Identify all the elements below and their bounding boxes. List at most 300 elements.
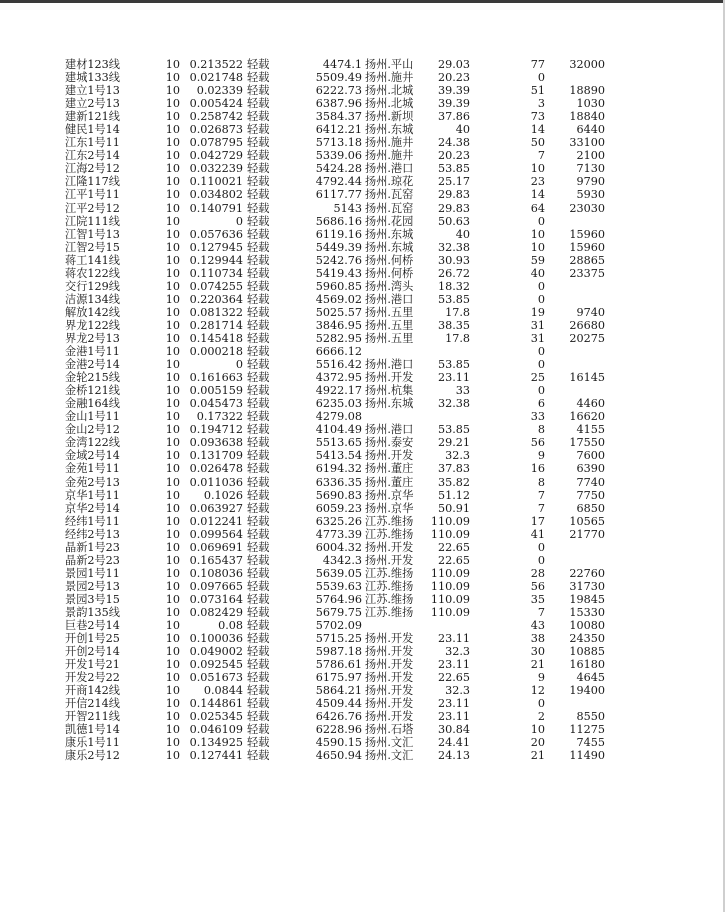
cell-percent[interactable]: 110.09 xyxy=(430,514,470,528)
cell-voltage[interactable]: 10 xyxy=(165,462,180,476)
cell-capacity[interactable]: 19400 xyxy=(569,684,605,698)
cell-location[interactable]: 扬州.施井 xyxy=(365,71,414,85)
cell-name[interactable]: 江东2号14 xyxy=(65,149,120,163)
cell-capacity[interactable]: 4460 xyxy=(576,397,605,411)
cell-value[interactable]: 5413.54 xyxy=(315,449,362,463)
cell-ratio[interactable]: 0.145418 xyxy=(189,331,243,345)
cell-name[interactable]: 开商142线 xyxy=(65,684,120,698)
cell-capacity[interactable]: 7455 xyxy=(576,736,605,750)
cell-location[interactable]: 扬州.五里 xyxy=(365,305,414,319)
cell-value[interactable]: 5339.06 xyxy=(315,149,362,163)
cell-count[interactable]: 56 xyxy=(530,579,545,593)
cell-name[interactable]: 建立1号13 xyxy=(65,84,120,98)
cell-name[interactable]: 京华2号14 xyxy=(65,501,120,515)
cell-percent[interactable]: 110.09 xyxy=(430,605,470,619)
cell-ratio[interactable]: 0.063927 xyxy=(189,501,243,515)
cell-voltage[interactable]: 10 xyxy=(165,579,180,593)
cell-load-type[interactable]: 轻载 xyxy=(247,592,270,606)
cell-capacity[interactable]: 21770 xyxy=(569,527,605,541)
cell-percent[interactable]: 32.38 xyxy=(437,240,470,254)
cell-location[interactable]: 扬州.东城 xyxy=(365,240,414,254)
cell-percent[interactable]: 40 xyxy=(455,123,470,137)
cell-location[interactable]: 扬州.杭集 xyxy=(365,384,414,398)
cell-voltage[interactable]: 10 xyxy=(165,240,180,254)
cell-ratio[interactable]: 0.051673 xyxy=(189,671,243,685)
cell-voltage[interactable]: 10 xyxy=(165,292,180,306)
cell-name[interactable]: 江平1号11 xyxy=(65,188,120,202)
cell-value[interactable]: 5513.65 xyxy=(315,436,362,450)
cell-percent[interactable]: 37.83 xyxy=(437,462,470,476)
cell-load-type[interactable]: 轻载 xyxy=(247,462,270,476)
cell-percent[interactable]: 39.39 xyxy=(437,97,470,111)
cell-load-type[interactable]: 轻载 xyxy=(247,501,270,515)
cell-capacity[interactable]: 7600 xyxy=(576,449,605,463)
cell-location[interactable]: 扬州.开发 xyxy=(365,710,414,724)
cell-count[interactable]: 0 xyxy=(537,553,545,567)
cell-count[interactable]: 0 xyxy=(537,292,545,306)
cell-value[interactable]: 6325.26 xyxy=(315,514,362,528)
cell-ratio[interactable]: 0.081322 xyxy=(189,305,243,319)
cell-count[interactable]: 0 xyxy=(537,345,545,359)
cell-percent[interactable]: 29.03 xyxy=(437,58,470,71)
cell-name[interactable]: 交行129线 xyxy=(65,279,120,293)
cell-name[interactable]: 经纬1号11 xyxy=(65,514,120,528)
cell-count[interactable]: 0 xyxy=(537,71,545,85)
cell-load-type[interactable]: 轻载 xyxy=(247,279,270,293)
cell-name[interactable]: 晶新1号23 xyxy=(65,540,120,554)
cell-count[interactable]: 10 xyxy=(530,227,545,241)
cell-ratio[interactable]: 0.026478 xyxy=(189,462,243,476)
cell-ratio[interactable]: 0.129944 xyxy=(189,253,243,267)
cell-ratio[interactable]: 0.144861 xyxy=(189,697,243,711)
cell-percent[interactable]: 23.11 xyxy=(437,371,470,385)
cell-load-type[interactable]: 轻载 xyxy=(247,292,270,306)
cell-ratio[interactable]: 0.093638 xyxy=(189,436,243,450)
cell-voltage[interactable]: 10 xyxy=(165,553,180,567)
cell-value[interactable]: 6336.35 xyxy=(315,475,362,489)
cell-load-type[interactable]: 轻载 xyxy=(247,384,270,398)
cell-load-type[interactable]: 轻载 xyxy=(247,579,270,593)
cell-location[interactable]: 扬州.开发 xyxy=(365,645,414,659)
cell-value[interactable]: 5449.39 xyxy=(315,240,362,254)
cell-voltage[interactable]: 10 xyxy=(165,331,180,345)
cell-location[interactable]: 扬州.港口 xyxy=(365,423,414,437)
cell-ratio[interactable]: 0.108036 xyxy=(189,566,243,580)
cell-voltage[interactable]: 10 xyxy=(165,697,180,711)
cell-count[interactable]: 8 xyxy=(537,475,545,489)
cell-count[interactable]: 38 xyxy=(530,632,545,646)
cell-name[interactable]: 江东1号11 xyxy=(65,136,120,150)
cell-count[interactable]: 9 xyxy=(537,449,545,463)
cell-name[interactable]: 建城133线 xyxy=(65,71,120,85)
cell-percent[interactable]: 17.8 xyxy=(445,331,470,345)
cell-name[interactable]: 开智211线 xyxy=(65,710,120,724)
cell-name[interactable]: 建新121线 xyxy=(65,110,120,124)
cell-value[interactable]: 5282.95 xyxy=(315,331,362,345)
cell-capacity[interactable]: 15330 xyxy=(569,605,605,619)
cell-location[interactable]: 江苏.维扬 xyxy=(365,527,414,541)
cell-location[interactable]: 扬州.开发 xyxy=(365,553,414,567)
cell-location[interactable]: 扬州.港口 xyxy=(365,358,414,372)
cell-count[interactable]: 25 xyxy=(530,371,545,385)
cell-load-type[interactable]: 轻载 xyxy=(247,58,270,71)
cell-count[interactable]: 14 xyxy=(530,188,545,202)
cell-voltage[interactable]: 10 xyxy=(165,410,180,424)
cell-location[interactable]: 扬州.瓦窑 xyxy=(365,188,414,202)
cell-voltage[interactable]: 10 xyxy=(165,501,180,515)
cell-percent[interactable]: 110.09 xyxy=(430,566,470,580)
cell-name[interactable]: 金苑2号13 xyxy=(65,475,120,489)
cell-percent[interactable]: 51.12 xyxy=(437,488,470,502)
cell-location[interactable]: 扬州.何桥 xyxy=(365,266,414,280)
cell-capacity[interactable]: 31730 xyxy=(569,579,605,593)
cell-percent[interactable]: 23.11 xyxy=(437,632,470,646)
cell-load-type[interactable]: 轻载 xyxy=(247,71,270,85)
cell-voltage[interactable]: 10 xyxy=(165,605,180,619)
cell-ratio[interactable]: 0.165437 xyxy=(189,553,243,567)
cell-value[interactable]: 6194.32 xyxy=(315,462,362,476)
cell-percent[interactable]: 23.11 xyxy=(437,658,470,672)
cell-capacity[interactable]: 15960 xyxy=(569,240,605,254)
cell-name[interactable]: 建立2号13 xyxy=(65,97,120,111)
cell-voltage[interactable]: 10 xyxy=(165,723,180,737)
cell-location[interactable]: 扬州.董庄 xyxy=(365,462,414,476)
cell-count[interactable]: 0 xyxy=(537,384,545,398)
cell-percent[interactable]: 50.63 xyxy=(437,214,470,228)
cell-load-type[interactable]: 轻载 xyxy=(247,397,270,411)
cell-ratio[interactable]: 0.034802 xyxy=(189,188,243,202)
cell-value[interactable]: 5143 xyxy=(333,201,362,215)
cell-voltage[interactable]: 10 xyxy=(165,136,180,150)
cell-value[interactable]: 5424.28 xyxy=(315,162,362,176)
cell-ratio[interactable]: 0.078795 xyxy=(189,136,243,150)
cell-location[interactable]: 扬州.平山 xyxy=(365,58,414,71)
cell-name[interactable]: 京华1号11 xyxy=(65,488,120,502)
cell-ratio[interactable]: 0.012241 xyxy=(189,514,243,528)
cell-location[interactable]: 扬州.五里 xyxy=(365,331,414,345)
cell-percent[interactable]: 53.85 xyxy=(437,358,470,372)
cell-ratio[interactable]: 0.110021 xyxy=(189,175,243,189)
cell-location[interactable]: 扬州.开发 xyxy=(365,371,414,385)
cell-location[interactable]: 扬州.施井 xyxy=(365,136,414,150)
cell-capacity[interactable]: 4645 xyxy=(576,671,605,685)
cell-ratio[interactable]: 0.092545 xyxy=(189,658,243,672)
cell-ratio[interactable]: 0.127945 xyxy=(189,240,243,254)
cell-capacity[interactable]: 6390 xyxy=(576,462,605,476)
cell-percent[interactable]: 22.65 xyxy=(437,553,470,567)
cell-capacity[interactable]: 23030 xyxy=(569,201,605,215)
cell-count[interactable]: 6 xyxy=(537,397,545,411)
cell-capacity[interactable]: 18840 xyxy=(569,110,605,124)
cell-name[interactable]: 金融164线 xyxy=(65,397,120,411)
cell-ratio[interactable]: 0.005424 xyxy=(189,97,243,111)
cell-percent[interactable]: 38.35 xyxy=(437,318,470,332)
cell-percent[interactable]: 32.3 xyxy=(445,645,470,659)
cell-capacity[interactable]: 23375 xyxy=(569,266,605,280)
cell-voltage[interactable]: 10 xyxy=(165,305,180,319)
cell-voltage[interactable]: 10 xyxy=(165,58,180,71)
cell-value[interactable]: 6117.77 xyxy=(315,188,362,202)
cell-location[interactable]: 扬州.北城 xyxy=(365,84,414,98)
cell-load-type[interactable]: 轻载 xyxy=(247,227,270,241)
cell-load-type[interactable]: 轻载 xyxy=(247,266,270,280)
cell-value[interactable]: 6426.76 xyxy=(315,710,362,724)
cell-voltage[interactable]: 10 xyxy=(165,71,180,85)
cell-voltage[interactable]: 10 xyxy=(165,175,180,189)
cell-name[interactable]: 金轮215线 xyxy=(65,371,120,385)
cell-location[interactable]: 扬州.琼花 xyxy=(365,175,414,189)
cell-load-type[interactable]: 轻载 xyxy=(247,671,270,685)
cell-ratio[interactable]: 0 xyxy=(235,358,243,372)
cell-count[interactable]: 20 xyxy=(530,736,545,750)
cell-value[interactable]: 5686.16 xyxy=(315,214,362,228)
cell-value[interactable]: 6119.16 xyxy=(315,227,362,241)
cell-voltage[interactable]: 10 xyxy=(165,97,180,111)
cell-count[interactable]: 41 xyxy=(530,527,545,541)
cell-voltage[interactable]: 10 xyxy=(165,566,180,580)
cell-voltage[interactable]: 10 xyxy=(165,514,180,528)
cell-percent[interactable]: 33 xyxy=(455,384,470,398)
cell-ratio[interactable]: 0.073164 xyxy=(189,592,243,606)
cell-percent[interactable]: 29.83 xyxy=(437,188,470,202)
cell-percent[interactable]: 18.32 xyxy=(437,279,470,293)
cell-value[interactable]: 5679.75 xyxy=(315,605,362,619)
cell-location[interactable]: 扬州.东城 xyxy=(365,227,414,241)
cell-name[interactable]: 开信214线 xyxy=(65,697,120,711)
cell-voltage[interactable]: 10 xyxy=(165,645,180,659)
cell-load-type[interactable]: 轻载 xyxy=(247,214,270,228)
cell-percent[interactable]: 50.91 xyxy=(437,501,470,515)
cell-ratio[interactable]: 0.074255 xyxy=(189,279,243,293)
cell-load-type[interactable]: 轻载 xyxy=(247,658,270,672)
cell-load-type[interactable]: 轻载 xyxy=(247,188,270,202)
cell-ratio[interactable]: 0.08 xyxy=(218,619,243,633)
cell-value[interactable]: 5419.43 xyxy=(315,266,362,280)
cell-location[interactable]: 扬州.开发 xyxy=(365,540,414,554)
cell-location[interactable]: 扬州.泰安 xyxy=(365,436,414,450)
cell-name[interactable]: 金港2号14 xyxy=(65,358,120,372)
cell-capacity[interactable]: 28865 xyxy=(569,253,605,267)
cell-ratio[interactable]: 0.097665 xyxy=(189,579,243,593)
cell-value[interactable]: 5713.18 xyxy=(315,136,362,150)
cell-name[interactable]: 江隆117线 xyxy=(65,175,120,189)
cell-value[interactable]: 4792.44 xyxy=(315,175,362,189)
cell-ratio[interactable]: 0 xyxy=(235,214,243,228)
cell-location[interactable]: 扬州.东城 xyxy=(365,123,414,137)
cell-ratio[interactable]: 0.082429 xyxy=(189,605,243,619)
cell-voltage[interactable]: 10 xyxy=(165,227,180,241)
cell-name[interactable]: 金港1号11 xyxy=(65,345,120,359)
cell-load-type[interactable]: 轻载 xyxy=(247,619,270,633)
cell-capacity[interactable]: 10080 xyxy=(569,619,605,633)
cell-voltage[interactable]: 10 xyxy=(165,449,180,463)
cell-percent[interactable]: 26.72 xyxy=(437,266,470,280)
cell-name[interactable]: 江平2号12 xyxy=(65,201,120,215)
cell-count[interactable]: 17 xyxy=(530,514,545,528)
cell-ratio[interactable]: 0.281714 xyxy=(189,318,243,332)
cell-count[interactable]: 73 xyxy=(530,110,545,124)
cell-value[interactable]: 6228.96 xyxy=(315,723,362,737)
cell-voltage[interactable]: 10 xyxy=(165,266,180,280)
cell-ratio[interactable]: 0.032239 xyxy=(189,162,243,176)
cell-load-type[interactable]: 轻载 xyxy=(247,123,270,137)
cell-voltage[interactable]: 10 xyxy=(165,149,180,163)
cell-load-type[interactable]: 轻载 xyxy=(247,253,270,267)
cell-capacity[interactable]: 18890 xyxy=(569,84,605,98)
cell-capacity[interactable]: 16180 xyxy=(569,658,605,672)
cell-count[interactable]: 2 xyxy=(537,710,545,724)
cell-name[interactable]: 康乐1号11 xyxy=(65,736,120,750)
cell-capacity[interactable]: 7740 xyxy=(576,475,605,489)
cell-ratio[interactable]: 0.17322 xyxy=(196,410,243,424)
cell-name[interactable]: 经纬2号13 xyxy=(65,527,120,541)
cell-value[interactable]: 4922.17 xyxy=(315,384,362,398)
cell-load-type[interactable]: 轻载 xyxy=(247,423,270,437)
cell-value[interactable]: 5509.49 xyxy=(315,71,362,85)
cell-value[interactable]: 4372.95 xyxy=(315,371,362,385)
cell-percent[interactable]: 37.86 xyxy=(437,110,470,124)
cell-ratio[interactable]: 0.000218 xyxy=(189,345,243,359)
cell-name[interactable]: 康乐2号12 xyxy=(65,749,120,763)
cell-percent[interactable]: 30.84 xyxy=(437,723,470,737)
cell-voltage[interactable]: 10 xyxy=(165,658,180,672)
cell-value[interactable]: 5702.09 xyxy=(315,619,362,633)
cell-ratio[interactable]: 0.069691 xyxy=(189,540,243,554)
cell-ratio[interactable]: 0.025345 xyxy=(189,710,243,724)
cell-count[interactable]: 28 xyxy=(530,566,545,580)
cell-load-type[interactable]: 轻载 xyxy=(247,488,270,502)
cell-location[interactable]: 扬州.何桥 xyxy=(365,253,414,267)
cell-load-type[interactable]: 轻载 xyxy=(247,645,270,659)
cell-load-type[interactable]: 轻载 xyxy=(247,749,270,763)
cell-name[interactable]: 建材123线 xyxy=(65,58,120,71)
cell-value[interactable]: 5864.21 xyxy=(315,684,362,698)
cell-voltage[interactable]: 10 xyxy=(165,527,180,541)
cell-load-type[interactable]: 轻载 xyxy=(247,175,270,189)
cell-voltage[interactable]: 10 xyxy=(165,736,180,750)
cell-voltage[interactable]: 10 xyxy=(165,475,180,489)
cell-percent[interactable]: 24.38 xyxy=(437,136,470,150)
cell-location[interactable]: 扬州.港口 xyxy=(365,292,414,306)
cell-location[interactable]: 扬州.开发 xyxy=(365,449,414,463)
cell-voltage[interactable]: 10 xyxy=(165,358,180,372)
cell-count[interactable]: 0 xyxy=(537,214,545,228)
cell-count[interactable]: 10 xyxy=(530,723,545,737)
cell-voltage[interactable]: 10 xyxy=(165,749,180,763)
cell-value[interactable]: 4773.39 xyxy=(315,527,362,541)
cell-ratio[interactable]: 0.045473 xyxy=(189,397,243,411)
cell-percent[interactable]: 17.8 xyxy=(445,305,470,319)
cell-ratio[interactable]: 0.011036 xyxy=(189,475,243,489)
cell-name[interactable]: 蒋工141线 xyxy=(65,253,120,267)
cell-load-type[interactable]: 轻载 xyxy=(247,605,270,619)
cell-percent[interactable]: 53.85 xyxy=(437,162,470,176)
cell-value[interactable]: 3584.37 xyxy=(315,110,362,124)
cell-percent[interactable]: 53.85 xyxy=(437,423,470,437)
cell-count[interactable]: 35 xyxy=(530,592,545,606)
cell-location[interactable]: 扬州.开发 xyxy=(365,632,414,646)
cell-percent[interactable]: 110.09 xyxy=(430,527,470,541)
cell-name[interactable]: 界龙2号13 xyxy=(65,331,120,345)
cell-ratio[interactable]: 0.02339 xyxy=(196,84,243,98)
cell-load-type[interactable]: 轻载 xyxy=(247,527,270,541)
cell-voltage[interactable]: 10 xyxy=(165,110,180,124)
cell-load-type[interactable]: 轻载 xyxy=(247,553,270,567)
cell-load-type[interactable]: 轻载 xyxy=(247,632,270,646)
cell-ratio[interactable]: 0.258742 xyxy=(189,110,243,124)
cell-percent[interactable]: 20.23 xyxy=(437,71,470,85)
cell-value[interactable]: 4650.94 xyxy=(315,749,362,763)
cell-location[interactable]: 扬州.京华 xyxy=(365,488,414,502)
cell-value[interactable]: 5960.85 xyxy=(315,279,362,293)
cell-count[interactable]: 77 xyxy=(530,58,545,71)
cell-load-type[interactable]: 轻载 xyxy=(247,697,270,711)
cell-load-type[interactable]: 轻载 xyxy=(247,149,270,163)
cell-name[interactable]: 江智1号13 xyxy=(65,227,120,241)
cell-name[interactable]: 金山1号11 xyxy=(65,410,120,424)
cell-name[interactable]: 江院111线 xyxy=(65,214,120,228)
cell-count[interactable]: 21 xyxy=(530,749,545,763)
cell-voltage[interactable]: 10 xyxy=(165,188,180,202)
cell-voltage[interactable]: 10 xyxy=(165,540,180,554)
cell-voltage[interactable]: 10 xyxy=(165,684,180,698)
cell-name[interactable]: 江海2号12 xyxy=(65,162,120,176)
cell-location[interactable]: 扬州.开发 xyxy=(365,658,414,672)
cell-name[interactable]: 健民1号14 xyxy=(65,123,120,137)
cell-load-type[interactable]: 轻载 xyxy=(247,410,270,424)
cell-capacity[interactable]: 9740 xyxy=(576,305,605,319)
cell-location[interactable]: 扬州.北城 xyxy=(365,97,414,111)
cell-percent[interactable]: 22.65 xyxy=(437,540,470,554)
cell-load-type[interactable]: 轻载 xyxy=(247,318,270,332)
cell-ratio[interactable]: 0.042729 xyxy=(189,149,243,163)
cell-load-type[interactable]: 轻载 xyxy=(247,449,270,463)
cell-percent[interactable]: 29.21 xyxy=(437,436,470,450)
cell-location[interactable]: 江苏.维扬 xyxy=(365,579,414,593)
cell-load-type[interactable]: 轻载 xyxy=(247,723,270,737)
cell-capacity[interactable]: 7750 xyxy=(576,488,605,502)
cell-count[interactable]: 19 xyxy=(530,305,545,319)
cell-voltage[interactable]: 10 xyxy=(165,279,180,293)
cell-load-type[interactable]: 轻载 xyxy=(247,240,270,254)
cell-capacity[interactable]: 2100 xyxy=(576,149,605,163)
cell-value[interactable]: 4590.15 xyxy=(315,736,362,750)
cell-name[interactable]: 金苑1号11 xyxy=(65,462,120,476)
cell-value[interactable]: 5539.63 xyxy=(315,579,362,593)
cell-capacity[interactable]: 11490 xyxy=(569,749,605,763)
cell-name[interactable]: 金山2号12 xyxy=(65,423,120,437)
cell-value[interactable]: 5764.96 xyxy=(315,592,362,606)
cell-ratio[interactable]: 0.213522 xyxy=(189,58,243,71)
cell-name[interactable]: 金桥121线 xyxy=(65,384,120,398)
cell-ratio[interactable]: 0.005159 xyxy=(189,384,243,398)
cell-voltage[interactable]: 10 xyxy=(165,592,180,606)
cell-location[interactable]: 扬州.文汇 xyxy=(365,749,414,763)
cell-ratio[interactable]: 0.134925 xyxy=(189,736,243,750)
cell-capacity[interactable]: 8550 xyxy=(576,710,605,724)
cell-location[interactable]: 扬州.花园 xyxy=(365,214,414,228)
cell-percent[interactable]: 24.13 xyxy=(437,749,470,763)
cell-value[interactable]: 4279.08 xyxy=(315,410,362,424)
cell-capacity[interactable]: 19845 xyxy=(569,592,605,606)
cell-capacity[interactable]: 26680 xyxy=(569,318,605,332)
cell-capacity[interactable]: 6850 xyxy=(576,501,605,515)
cell-value[interactable]: 4474.1 xyxy=(322,58,362,71)
cell-count[interactable]: 16 xyxy=(530,462,545,476)
cell-ratio[interactable]: 0.057636 xyxy=(189,227,243,241)
cell-percent[interactable]: 23.11 xyxy=(437,710,470,724)
cell-load-type[interactable]: 轻载 xyxy=(247,84,270,98)
